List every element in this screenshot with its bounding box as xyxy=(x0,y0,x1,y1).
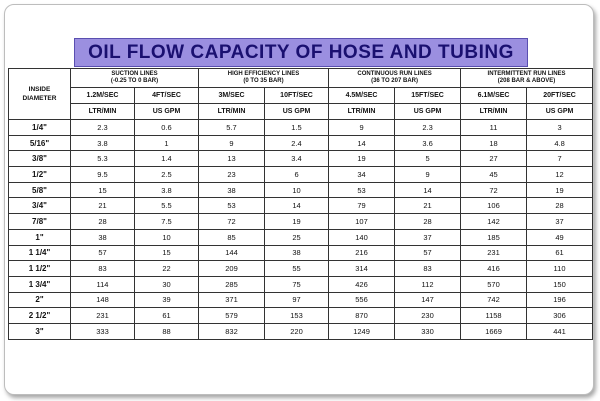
group-header-intermittent xyxy=(461,69,593,88)
flow-value-cell: 3.6 xyxy=(395,135,461,151)
unit-header: LTR/MIN xyxy=(329,104,395,120)
flow-value-cell: 114 xyxy=(71,276,135,292)
flow-value-cell: 19 xyxy=(265,214,329,230)
flow-capacity-table xyxy=(8,68,593,340)
table-row xyxy=(9,198,593,214)
flow-value-cell: 3.8 xyxy=(71,135,135,151)
flow-value-cell: 570 xyxy=(461,276,527,292)
diameter-cell: 2" xyxy=(9,292,71,308)
diameter-cell: 1/4" xyxy=(9,120,71,136)
group-range: (36 TO 207 BAR) xyxy=(371,78,418,84)
flow-value-cell: 3 xyxy=(527,120,593,136)
group-name: HIGH EFFICIENCY LINES xyxy=(227,71,300,77)
diameter-header xyxy=(9,69,71,120)
flow-value-cell: 28 xyxy=(527,198,593,214)
flow-value-cell: 19 xyxy=(329,151,395,167)
flow-value-cell: 14 xyxy=(329,135,395,151)
flow-value-cell: 13 xyxy=(199,151,265,167)
diameter-cell: 3/8" xyxy=(9,151,71,167)
flow-value-cell: 7.5 xyxy=(135,214,199,230)
flow-value-cell: 3.4 xyxy=(265,151,329,167)
flow-value-cell: 15 xyxy=(71,182,135,198)
diameter-header-line2: DIAMETER xyxy=(22,95,57,102)
flow-value-cell: 371 xyxy=(199,292,265,308)
group-header-high-efficiency xyxy=(199,69,329,88)
diameter-cell: 7/8" xyxy=(9,214,71,230)
table-row xyxy=(9,308,593,324)
flow-value-cell: 3.8 xyxy=(135,182,199,198)
flow-value-cell: 34 xyxy=(329,167,395,183)
group-header-continuous xyxy=(329,69,461,88)
velocity-header: 1.2M/SEC xyxy=(71,88,135,104)
flow-value-cell: 38 xyxy=(265,245,329,261)
table-row xyxy=(9,120,593,136)
flow-value-cell: 6 xyxy=(265,167,329,183)
flow-value-cell: 30 xyxy=(135,276,199,292)
flow-value-cell: 23 xyxy=(199,167,265,183)
unit-header: LTR/MIN xyxy=(461,104,527,120)
flow-value-cell: 1669 xyxy=(461,323,527,339)
flow-value-cell: 742 xyxy=(461,292,527,308)
flow-value-cell: 106 xyxy=(461,198,527,214)
flow-value-cell: 441 xyxy=(527,323,593,339)
flow-value-cell: 142 xyxy=(461,214,527,230)
flow-value-cell: 196 xyxy=(527,292,593,308)
diameter-cell: 1/2" xyxy=(9,167,71,183)
flow-value-cell: 72 xyxy=(199,214,265,230)
flow-value-cell: 209 xyxy=(199,261,265,277)
flow-value-cell: 144 xyxy=(199,245,265,261)
flow-value-cell: 9.5 xyxy=(71,167,135,183)
flow-value-cell: 21 xyxy=(395,198,461,214)
flow-value-cell: 216 xyxy=(329,245,395,261)
flow-value-cell: 97 xyxy=(265,292,329,308)
group-name: CONTINUOUS RUN LINES xyxy=(357,71,432,77)
flow-value-cell: 0.6 xyxy=(135,120,199,136)
flow-value-cell: 231 xyxy=(71,308,135,324)
velocity-header: 20FT/SEC xyxy=(527,88,593,104)
flow-value-cell: 37 xyxy=(395,229,461,245)
flow-value-cell: 333 xyxy=(71,323,135,339)
diameter-cell: 2 1/2" xyxy=(9,308,71,324)
flow-value-cell: 4.8 xyxy=(527,135,593,151)
flow-value-cell: 220 xyxy=(265,323,329,339)
flow-value-cell: 57 xyxy=(71,245,135,261)
flow-value-cell: 314 xyxy=(329,261,395,277)
flow-value-cell: 55 xyxy=(265,261,329,277)
flow-value-cell: 83 xyxy=(395,261,461,277)
table-row xyxy=(9,245,593,261)
flow-value-cell: 79 xyxy=(329,198,395,214)
flow-value-cell: 72 xyxy=(461,182,527,198)
unit-header: US GPM xyxy=(265,104,329,120)
group-range: (-0.25 TO 0 BAR) xyxy=(110,78,159,84)
flow-value-cell: 147 xyxy=(395,292,461,308)
flow-value-cell: 85 xyxy=(199,229,265,245)
flow-value-cell: 37 xyxy=(527,214,593,230)
table-body xyxy=(9,120,593,340)
velocity-header: 3M/SEC xyxy=(199,88,265,104)
flow-value-cell: 57 xyxy=(395,245,461,261)
flow-value-cell: 10 xyxy=(135,229,199,245)
flow-value-cell: 38 xyxy=(199,182,265,198)
flow-value-cell: 416 xyxy=(461,261,527,277)
flow-value-cell: 12 xyxy=(527,167,593,183)
table-row xyxy=(9,261,593,277)
flow-value-cell: 1249 xyxy=(329,323,395,339)
flow-value-cell: 556 xyxy=(329,292,395,308)
group-range: (208 BAR & ABOVE) xyxy=(497,78,556,84)
flow-value-cell: 9 xyxy=(199,135,265,151)
flow-value-cell: 25 xyxy=(265,229,329,245)
flow-value-cell: 61 xyxy=(527,245,593,261)
velocity-header: 10FT/SEC xyxy=(265,88,329,104)
flow-value-cell: 2.3 xyxy=(395,120,461,136)
table-row xyxy=(9,229,593,245)
flow-value-cell: 28 xyxy=(71,214,135,230)
group-range: (0 TO 35 BAR) xyxy=(243,78,284,84)
unit-header: US GPM xyxy=(527,104,593,120)
flow-value-cell: 107 xyxy=(329,214,395,230)
flow-value-cell: 61 xyxy=(135,308,199,324)
flow-value-cell: 1.5 xyxy=(265,120,329,136)
flow-value-cell: 870 xyxy=(329,308,395,324)
group-name: SUCTION LINES xyxy=(111,71,158,77)
diameter-cell: 1" xyxy=(9,229,71,245)
flow-value-cell: 306 xyxy=(527,308,593,324)
flow-value-cell: 15 xyxy=(135,245,199,261)
table-row xyxy=(9,323,593,339)
flow-value-cell: 5.3 xyxy=(71,151,135,167)
table-row xyxy=(9,292,593,308)
flow-value-cell: 5 xyxy=(395,151,461,167)
flow-value-cell: 230 xyxy=(395,308,461,324)
flow-value-cell: 2.3 xyxy=(71,120,135,136)
flow-value-cell: 19 xyxy=(527,182,593,198)
diameter-cell: 3/4" xyxy=(9,198,71,214)
flow-value-cell: 231 xyxy=(461,245,527,261)
flow-value-cell: 579 xyxy=(199,308,265,324)
flow-value-cell: 14 xyxy=(395,182,461,198)
table-row xyxy=(9,276,593,292)
flow-value-cell: 45 xyxy=(461,167,527,183)
velocity-header: 15FT/SEC xyxy=(395,88,461,104)
flow-value-cell: 7 xyxy=(527,151,593,167)
flow-value-cell: 39 xyxy=(135,292,199,308)
diameter-cell: 5/8" xyxy=(9,182,71,198)
flow-value-cell: 27 xyxy=(461,151,527,167)
velocity-header: 4FT/SEC xyxy=(135,88,199,104)
diameter-cell: 1 1/4" xyxy=(9,245,71,261)
diameter-cell: 1 3/4" xyxy=(9,276,71,292)
velocity-header: 6.1M/SEC xyxy=(461,88,527,104)
flow-value-cell: 18 xyxy=(461,135,527,151)
diameter-cell: 1 1/2" xyxy=(9,261,71,277)
flow-value-cell: 140 xyxy=(329,229,395,245)
flow-value-cell: 2.4 xyxy=(265,135,329,151)
flow-value-cell: 1 xyxy=(135,135,199,151)
group-header-suction xyxy=(71,69,199,88)
flow-value-cell: 2.5 xyxy=(135,167,199,183)
group-name: INTERMITTENT RUN LINES xyxy=(487,71,566,77)
diameter-cell: 5/16" xyxy=(9,135,71,151)
flow-value-cell: 53 xyxy=(329,182,395,198)
unit-header: LTR/MIN xyxy=(199,104,265,120)
flow-value-cell: 28 xyxy=(395,214,461,230)
unit-header: LTR/MIN xyxy=(71,104,135,120)
flow-value-cell: 10 xyxy=(265,182,329,198)
flow-value-cell: 832 xyxy=(199,323,265,339)
table-row xyxy=(9,182,593,198)
flow-value-cell: 5.7 xyxy=(199,120,265,136)
flow-value-cell: 112 xyxy=(395,276,461,292)
unit-header: US GPM xyxy=(395,104,461,120)
flow-value-cell: 185 xyxy=(461,229,527,245)
unit-header: US GPM xyxy=(135,104,199,120)
flow-value-cell: 330 xyxy=(395,323,461,339)
flow-value-cell: 1158 xyxy=(461,308,527,324)
flow-value-cell: 38 xyxy=(71,229,135,245)
flow-value-cell: 22 xyxy=(135,261,199,277)
flow-value-cell: 5.5 xyxy=(135,198,199,214)
flow-value-cell: 150 xyxy=(527,276,593,292)
velocity-header: 4.5M/SEC xyxy=(329,88,395,104)
flow-value-cell: 88 xyxy=(135,323,199,339)
table-row xyxy=(9,151,593,167)
flow-value-cell: 83 xyxy=(71,261,135,277)
diameter-cell: 3" xyxy=(9,323,71,339)
flow-value-cell: 285 xyxy=(199,276,265,292)
flow-value-cell: 148 xyxy=(71,292,135,308)
flow-value-cell: 21 xyxy=(71,198,135,214)
flow-value-cell: 110 xyxy=(527,261,593,277)
table-row xyxy=(9,214,593,230)
flow-value-cell: 153 xyxy=(265,308,329,324)
flow-value-cell: 14 xyxy=(265,198,329,214)
table-row xyxy=(9,135,593,151)
diameter-header-line1: INSIDE xyxy=(28,86,51,93)
page-title: OIL FLOW CAPACITY OF HOSE AND TUBING xyxy=(74,38,528,67)
flow-value-cell: 1.4 xyxy=(135,151,199,167)
flow-value-cell: 9 xyxy=(329,120,395,136)
flow-value-cell: 11 xyxy=(461,120,527,136)
table-row xyxy=(9,167,593,183)
flow-value-cell: 426 xyxy=(329,276,395,292)
flow-value-cell: 53 xyxy=(199,198,265,214)
flow-value-cell: 9 xyxy=(395,167,461,183)
flow-value-cell: 49 xyxy=(527,229,593,245)
flow-value-cell: 75 xyxy=(265,276,329,292)
